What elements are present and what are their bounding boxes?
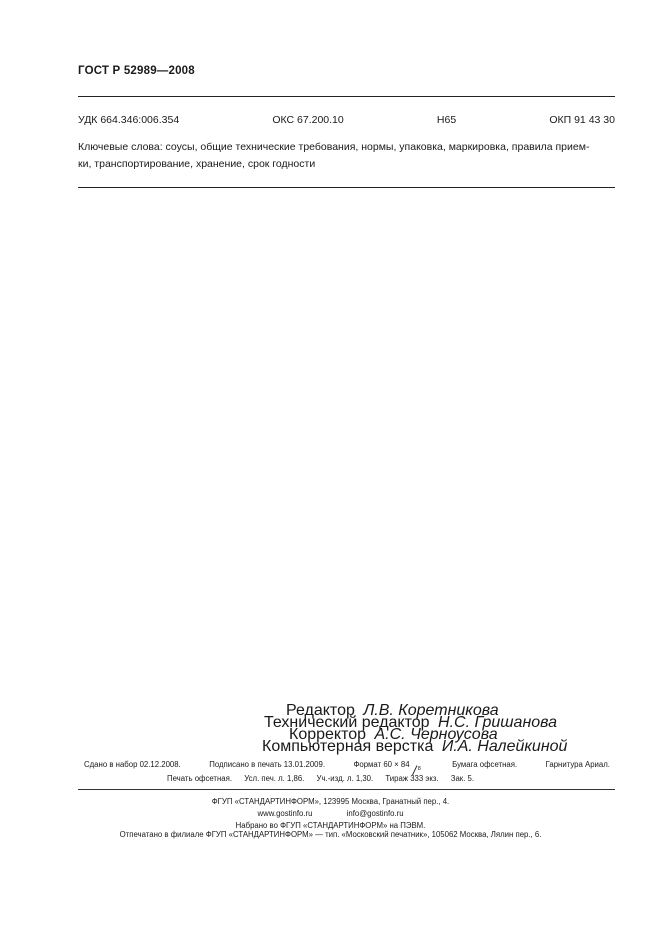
printed-note: Отпечатано в филиале ФГУП «СТАНДАРТИНФОРМ» — тип. «Московский печатник», 105062 Москва, Лялин пер., 6. (119, 830, 542, 839)
publisher-address: ФГУП «СТАНДАРТИНФОРМ», 123995 Москва, Гранатный пер., 4. (211, 797, 450, 806)
website-link[interactable]: www.gostinfo.ru (257, 809, 313, 818)
typeface: Гарнитура Ариал. (545, 760, 610, 769)
keywords-block (78, 139, 615, 173)
credit-role: Редактор (286, 702, 355, 719)
credit-role: Технический редактор (264, 714, 430, 731)
format-fraction-number: 8 (417, 766, 421, 772)
credit-person: А.С. Черноусова (374, 726, 498, 743)
keywords-line-1: Ключевые слова: соусы, общие технические требования, нормы, упаковка, маркировка, правила прием- (78, 141, 590, 153)
publishing-row-2 (167, 774, 484, 783)
classification-row (78, 114, 615, 126)
contact-row (0, 809, 661, 818)
bottom-divider (78, 187, 615, 188)
print-type: Печать офсетная. (167, 774, 233, 783)
email-link[interactable]: info@gostinfo.ru (346, 809, 404, 818)
print-run: Тираж 333 экз. (385, 774, 439, 783)
keywords-line-2: ки, транспортирование, хранение, срок годности (78, 158, 316, 170)
credit-layout (262, 738, 567, 756)
format-fraction-slash-icon: / (412, 763, 417, 778)
group-code: Н65 (436, 114, 457, 126)
signed-date: Подписано в печать 13.01.2009. (209, 760, 325, 769)
top-divider (78, 96, 615, 97)
format-label: Формат 60 × 84 (353, 760, 410, 769)
typeset-note: Набрано во ФГУП «СТАНДАРТИНФОРМ» на ПЭВМ. (235, 821, 426, 830)
typeset-date: Сдано в набор 02.12.2008. (84, 760, 181, 769)
footer-divider (78, 789, 615, 790)
oks-code: ОКС 67.200.10 (272, 114, 344, 126)
order-number: Зак. 5. (450, 774, 475, 783)
credit-person: Н.С. Гришанова (438, 714, 558, 731)
credit-role: Корректор (289, 726, 367, 743)
standard-designation: ГОСТ Р 52989—2008 (78, 65, 195, 77)
okp-code: ОКП 91 43 30 (549, 114, 615, 126)
format-info (353, 760, 423, 778)
credit-person: И.А. Налейкиной (441, 738, 568, 755)
publisher-sheets: Уч.-изд. л. 1,30. (316, 774, 374, 783)
credit-person: Л.В. Коретникова (363, 702, 499, 719)
print-sheets: Усл. печ. л. 1,86. (244, 774, 305, 783)
udk-code: УДК 664.346:006.354 (78, 114, 180, 126)
publishing-row-1 (84, 760, 610, 778)
paper-type: Бумага офсетная. (452, 760, 518, 769)
credit-role: Компьютерная верстка (262, 738, 434, 755)
